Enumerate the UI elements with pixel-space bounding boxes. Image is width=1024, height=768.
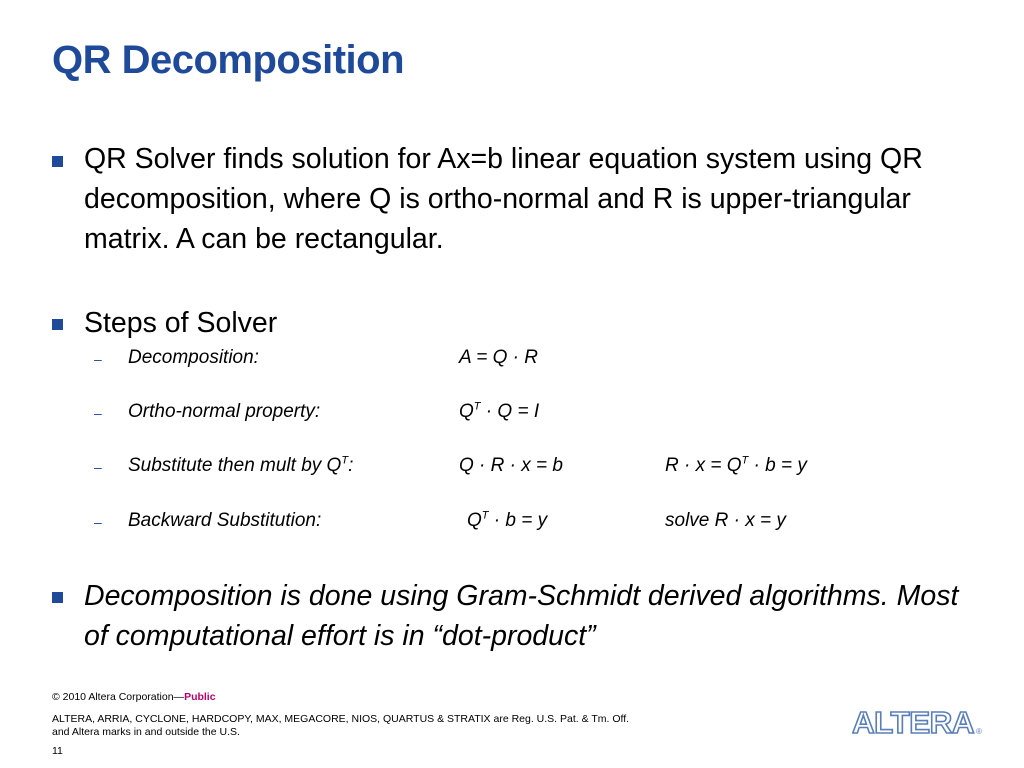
square-bullet-icon [52, 156, 63, 167]
dash-bullet-icon: – [94, 514, 102, 530]
page-number: 11 [52, 745, 63, 757]
trademark-notice: ALTERA, ARRIA, CYCLONE, HARDCOPY, MAX, MEGACORE, NIOS, QUARTUS & STRATIX are Reg. U.S. Pat. & Tm. Off. and Altera marks in and outside the U.S. [52, 713, 630, 738]
svg-text:ALTERA: ALTERA [852, 706, 975, 738]
classification-label: Public [184, 691, 216, 703]
square-bullet-icon [52, 319, 63, 330]
step-equation-backward: $Q^T \cdot b = y$ [467, 509, 548, 531]
svg-text:®: ® [976, 727, 982, 736]
step-equation-orthonormal: $Q^T \cdot Q = I$ [459, 400, 540, 422]
square-bullet-icon [52, 592, 63, 603]
bullet-text-qr-solver: QR Solver finds solution for Ax=b linear equation system using QR decomposition, where Q is ortho-normal and R is upper-triangular matrix. A can be rectangular. [84, 143, 923, 255]
step-equation-substitute-result: $R \cdot x = Q^T \cdot b = y$ [665, 454, 807, 476]
slide-title: QR Decomposition [52, 38, 405, 82]
altera-logo [852, 706, 984, 738]
step-label-decomposition: Decomposition: [128, 347, 259, 368]
step-label-orthonormal: Ortho-normal property: [128, 401, 321, 422]
dash-bullet-icon: – [94, 459, 102, 475]
copyright-notice: © 2010 Altera Corporation—Public [52, 691, 216, 703]
bullet-text-steps: Steps of Solver [84, 307, 278, 339]
step-equation-substitute: Q · R · x = b [459, 455, 563, 476]
bullet-text-gram-schmidt: Decomposition is done using Gram-Schmidt derived algorithms. Most of computational effort is in “dot-product” [84, 580, 959, 652]
step-equation-backward-solve: solve R · x = y [665, 510, 786, 531]
dash-bullet-icon: – [94, 351, 102, 367]
step-equation-decomposition: A = Q · R [459, 347, 539, 368]
dash-bullet-icon: – [94, 405, 102, 421]
step-label-backward: Backward Substitution: [128, 510, 322, 531]
step-label-substitute: Substitute then mult by $Q^T$: [128, 454, 354, 476]
